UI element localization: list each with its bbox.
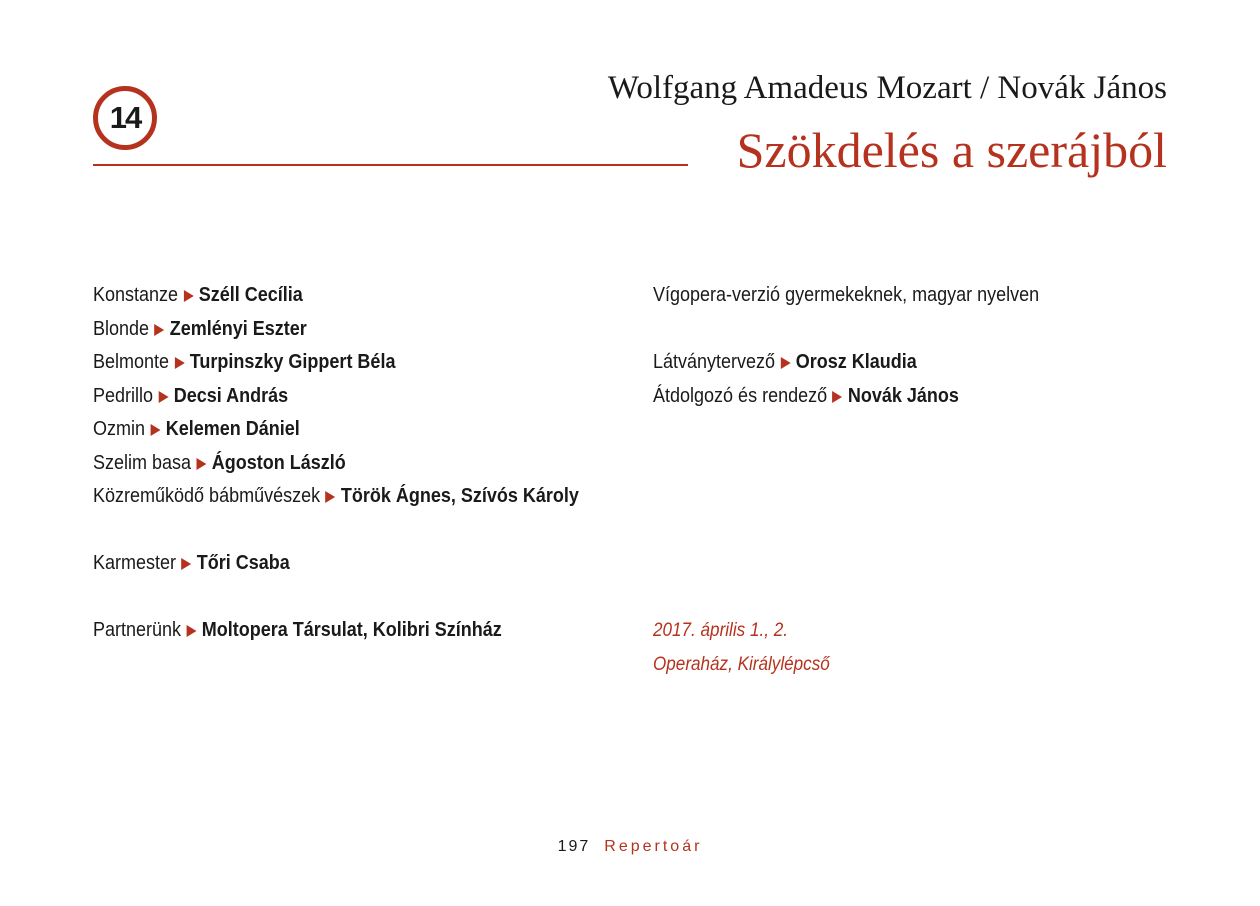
- page-title: Szökdelés a szerájból: [736, 122, 1167, 178]
- cast-name: Török Ágnes, Szívós Károly: [340, 485, 579, 507]
- arrow-icon: [158, 391, 168, 403]
- arrow-icon: [833, 391, 843, 403]
- partner-name: Moltopera Társulat, Kolibri Színház: [201, 619, 502, 641]
- section-name: Repertoár: [604, 838, 703, 855]
- cast-row-puppeteers: [93, 480, 579, 514]
- cast-role: Pedrillo: [93, 384, 154, 407]
- cast-name: Zemlényi Eszter: [169, 317, 307, 340]
- page-number: 197: [557, 838, 591, 855]
- cast-name: Ágoston László: [211, 451, 346, 474]
- arrow-icon: [780, 357, 790, 369]
- designer-role: Látványtervező: [653, 351, 776, 373]
- partner-role: Partnerünk: [93, 619, 182, 641]
- director-role: Átdolgozó és rendező: [653, 384, 828, 407]
- arrow-icon: [326, 491, 336, 503]
- performance-venue: Operaház, Királylépcső: [653, 653, 830, 675]
- cast-role: Szelim basa: [93, 451, 192, 474]
- cast-row-konstanze: [93, 279, 579, 313]
- spacer: [653, 413, 1039, 447]
- composer-line: Wolfgang Amadeus Mozart / Novák János: [607, 70, 1167, 106]
- conductor-name: Tőri Csaba: [196, 552, 290, 574]
- cast-row-belmonte: [93, 346, 579, 380]
- title-rule: [93, 164, 688, 166]
- page-footer: [0, 838, 1260, 856]
- partner-row: [93, 614, 579, 648]
- cast-name: Turpinszky Gippert Béla: [189, 351, 396, 373]
- spacer: [653, 480, 1039, 514]
- designer-row: [653, 346, 1039, 380]
- spacer: [653, 514, 1039, 548]
- spacer: [93, 581, 579, 615]
- arrow-icon: [174, 357, 184, 369]
- cast-role: Konstanze: [93, 284, 179, 306]
- arrow-icon: [186, 625, 196, 637]
- spacer: [653, 313, 1039, 347]
- designer-name: Orosz Klaudia: [795, 351, 917, 373]
- conductor-row: [93, 547, 579, 581]
- cast-role: Közreműködő bábművészek: [93, 485, 321, 507]
- cast-role: Ozmin: [93, 418, 146, 440]
- conductor-role: Karmester: [93, 552, 177, 574]
- cast-role: Belmonte: [93, 351, 170, 373]
- production-number: 14: [109, 100, 141, 135]
- info-column: [653, 279, 1039, 681]
- spacer: [93, 514, 579, 548]
- arrow-icon: [150, 424, 160, 436]
- cast-row-pedrillo: [93, 380, 579, 414]
- director-row: [653, 380, 1039, 414]
- cast-name: Kelemen Dániel: [165, 418, 300, 440]
- cast-row-szelim-basa: [93, 447, 579, 481]
- production-number-badge: [93, 86, 157, 150]
- performance-dates: 2017. április 1., 2.: [653, 620, 788, 641]
- cast-row-ozmin: [93, 413, 579, 447]
- cast-role: Blonde: [93, 317, 150, 340]
- arrow-icon: [154, 324, 164, 336]
- description: Vígopera-verzió gyermekeknek, magyar nyelven: [653, 284, 1040, 306]
- spacer: [653, 447, 1039, 481]
- director-name: Novák János: [847, 384, 959, 407]
- cast-row-blonde: [93, 313, 579, 347]
- cast-column: [93, 279, 579, 648]
- cast-name: Széll Cecília: [198, 284, 303, 306]
- spacer: [653, 581, 1039, 615]
- arrow-icon: [196, 458, 206, 470]
- arrow-icon: [183, 290, 193, 302]
- arrow-icon: [181, 558, 191, 570]
- spacer: [653, 547, 1039, 581]
- cast-name: Decsi András: [173, 384, 289, 407]
